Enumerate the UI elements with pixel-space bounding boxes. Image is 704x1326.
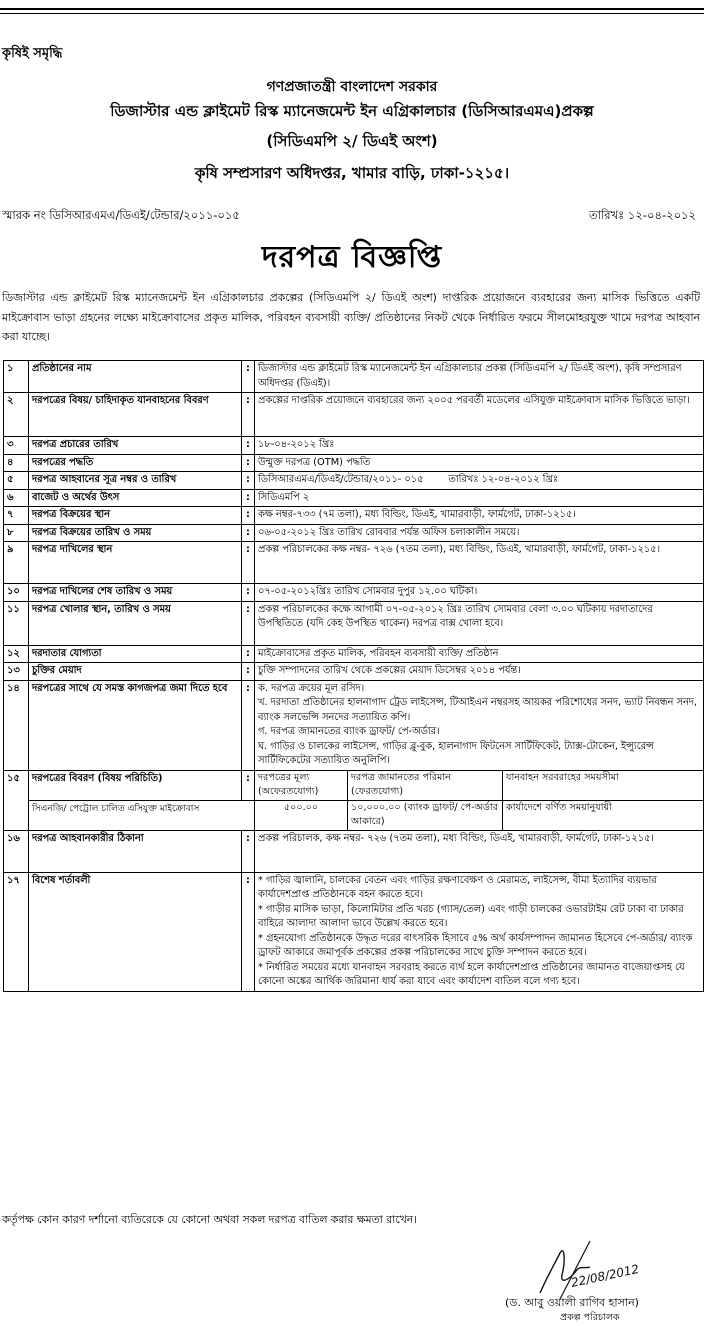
row-number: ১০: [4, 584, 29, 602]
row-value: ০৭-০৫-২০১২খ্রিঃ তারিখ সোমবার দুপুর ১২.০০ ঘটিকা।: [255, 584, 704, 602]
row-colon: :: [242, 830, 255, 872]
row-label: দরপত্র খোলার স্থান, তারিখ ও সময়: [29, 601, 242, 645]
memo-number: স্মারক নং ডিসিআরএমএ/ডিএই/টেন্ডার/২০১১-০১৫: [2, 208, 240, 222]
tender-value-table: [255, 801, 703, 830]
row-colon: :: [242, 489, 255, 507]
row-number: ৬: [4, 489, 29, 507]
brand-slogan: কৃষিই সমৃদ্ধি: [2, 46, 63, 61]
row-colon: :: [242, 361, 255, 393]
closing-statement: কর্তৃপক্ষ কোন কারণ দর্শানো ব্যতিরেকে যে কোনো অথবা সকল দরপত্র বাতিল করার ক্ষমতা রাখেন।: [2, 1213, 417, 1226]
project-title: ডিজাস্টার এন্ড ক্লাইমেট রিস্ক ম্যানেজমেন্ট ইন এগ্রিকালচার (ডিসিআরএমএ)প্রকল্প: [110, 102, 594, 120]
document-item: ক. দরপত্র ক্রয়ের মূল রসিদ।: [258, 682, 365, 694]
term-item: * গ্রহনযোগ্য প্রতিষ্ঠানকে উদ্ধৃত দরের বাৎসরিক হিসাবে ৫% অর্থ কার্যসম্পাদন জামানত হিসেবে পে-অর্ডার/ ব্যাংক ড্রাফট আকারে জমাপূর্বক প্রকল্পের প্রকল্প পরিচালকের সাথে চুক্তি সম্পাদন করতে হবে।: [258, 932, 693, 958]
row-label: দরপত্র বিক্রয়ের তারিখ ও সময়: [29, 524, 242, 542]
row-number: ৭: [4, 507, 29, 525]
table-row: [4, 663, 704, 681]
row-value: প্রকল্প পরিচালক, কক্ষ নম্বর- ৭২৬ (৭তম তলা), মধ্য বিল্ডিং, ডিএই, খামারবাড়ী, ফার্মগেট, ঢাকা-১২১৫।: [255, 830, 704, 872]
row-number: ১৪: [4, 680, 29, 770]
value-price: ৫০০.০০: [255, 801, 348, 830]
table-row: [4, 361, 704, 393]
term-item: * নির্ধারিত সময়ের মধ্যে যানবাহন সরবরাহ করতে ব্যর্থ হলে কার্যাদেশপ্রাপ্ত প্রতিষ্ঠানের জামানত বাজেয়াপ্তসহ যে কোনো অঙ্কের আর্থিক জরিমানা ধার্য করা যাবে এবং কার্যাদেশ বাতিল বলে গণ্য হবে।: [258, 961, 685, 987]
row-value: চুক্তি সম্পাদনের তারিখ থেকে প্রকল্পের মেয়াদ ডিসেম্বর ২০১৪ পর্যন্ত।: [255, 663, 704, 681]
table-row: [4, 489, 704, 507]
notice-title: দরপত্র বিজ্ঞপ্তি: [261, 240, 443, 275]
signatory-name: (ড. আবু ওয়ালী রাগিব হাসান): [505, 1296, 639, 1309]
table-row-documents: [4, 680, 704, 770]
row-label: দরপত্র দাখিলের স্থান: [29, 542, 242, 584]
row-colon: :: [242, 584, 255, 602]
row-colon: :: [242, 663, 255, 681]
row-colon: :: [242, 645, 255, 663]
row-number: ৪: [4, 454, 29, 472]
row-colon: :: [242, 393, 255, 437]
row-label: দরপত্রের সাথে যে সমস্ত কাগজপত্র জমা দিতে হবে: [29, 680, 242, 770]
table-row: [4, 584, 704, 602]
term-item: * গাড়ীর মাসিক ভাড়া, কিলোমিটার প্রতি খরচ (গ্যাস/তেল) এবং গাড়ী চালকের ওভারটাইম রেট ঢাকা বা ঢাকার বাহিরে আলাদা আলাদা ভাবে উল্লেখ করতে হবে।: [258, 903, 684, 929]
value-security: ১০,০০০.০০ (ব্যাংক ড্রাফট/ পে-অর্ডার আকারে): [348, 801, 503, 830]
row-label: দরপত্র দাখিলের শেষ তারিখ ও সময়: [29, 584, 242, 602]
term-item: * গাড়ির জ্বালানি, চালকের বেতন এবং গাড়ির রক্ষণাবেক্ষণ ও মেরামত, লাইসেন্স, বীমা ইত্যাদির ব্যয়ভার কার্যাদেশপ্রাপ্ত প্রতিষ্ঠানকে বহন করতে হবে।: [258, 874, 657, 900]
table-row: [4, 524, 704, 542]
row-colon: :: [242, 680, 255, 770]
row-number: ৮: [4, 524, 29, 542]
tender-header-table: [255, 771, 703, 800]
row-label: দরপত্র আহবানকারীর ঠিকানা: [29, 830, 242, 872]
project-subtitle: (সিডিএমপি ২/ ডিএই অংশ): [266, 132, 438, 150]
table-row: [4, 437, 704, 455]
table-row-tender-item: [4, 800, 704, 830]
value-deadline: কার্যাদেশে বর্ণিত সময়ানুযায়ী: [506, 801, 612, 813]
table-row: [4, 830, 704, 872]
table-row: [4, 393, 704, 437]
table-row-special-terms: [4, 872, 704, 991]
tender-item: সিএনজি/ পেট্রোল চালিত এসিযুক্ত মাইক্রোবাস: [29, 800, 255, 830]
row-number: ১২: [4, 645, 29, 663]
row-value: কক্ষ নম্বর-৭৩৩ (৭ম তলা), মধ্য বিল্ডিং, ডিএই, খামারবাড়ী, ফার্মগেট, ঢাকা-১২১৫।: [255, 507, 704, 525]
header-deadline: যানবাহন সরবরাহের সময়সীমা: [506, 771, 619, 783]
row-number: ৯: [4, 542, 29, 584]
header-price: দরপত্রের মূল্য (অফেরতযোগ্য): [255, 771, 348, 800]
row-label: দরপত্র প্রচারের তারিখ: [29, 437, 242, 455]
table-row: [4, 542, 704, 584]
intro-paragraph: ডিজাস্টার এন্ড ক্লাইমেট রিস্ক ম্যানেজমেন্ট ইন এগ্রিকালচার প্রকল্পের (সিডিএমপি ২/ ডিএই অংশ) দাপ্তরিক প্রয়োজনে ব্যবহারের জন্য মাসিক ভিত্তিতে একটি মাইক্রোবাস ভাড়া গ্রহনের লক্ষ্যে মাইক্রোবাসের প্রকৃত মালিক, পরিবহন ব্যবসায়ী ব্যক্তি/ প্রতিষ্ঠানের নিকট থেকে নির্ধারিত ফরমে সীলমোহরযুক্ত খামে দরপত্র আহবান করা যাচ্ছে।: [2, 291, 700, 343]
row-colon: :: [242, 524, 255, 542]
row-number: ১৫: [4, 770, 29, 830]
row-value: মাইক্রোবাসের প্রকৃত মালিক, পরিবহন ব্যবসায়ী ব্যক্তি/ প্রতিষ্ঠান: [255, 645, 704, 663]
row-label: বাজেট ও অর্থের উৎস: [29, 489, 242, 507]
row-value: সিডিএমপি ২: [255, 489, 704, 507]
row-value: ডিসিআরএমএ/ডিএই/টেন্ডার/২০১১- ০১৫ তারিখঃ ১২-০৪-২০১২ খ্রিঃ: [255, 472, 704, 490]
row-number: ৩: [4, 437, 29, 455]
row-label: দরপত্র আহবানের সূত্র নম্বর ও তারিখ: [29, 472, 242, 490]
table-row: [4, 454, 704, 472]
signature-date: 22/08/2012: [569, 1261, 641, 1290]
table-row: [4, 601, 704, 645]
row-value: ০৬-০৫-২০১২ খ্রিঃ তারিখ রোববার পর্যন্ত অফিস চলাকালীন সময়ে।: [255, 524, 704, 542]
department-address: কৃষি সম্প্রসারণ অধিদপ্তর, খামার বাড়ি, ঢাকা-১২১৫।: [194, 164, 510, 182]
row-label: দরপত্রের বিবরণ (বিষয় পরিচিতি): [29, 770, 242, 800]
table-row: [4, 645, 704, 663]
row-number: ১১: [4, 601, 29, 645]
row-number: ১৩: [4, 663, 29, 681]
row-number: ৫: [4, 472, 29, 490]
top-rule: [0, 8, 704, 10]
row-number: ১৭: [4, 872, 29, 991]
notice-date: তারিখঃ ১২-০৪-২০১২: [589, 208, 696, 222]
row-colon: :: [242, 601, 255, 645]
top-rule-thin: [0, 13, 704, 14]
row-label: প্রতিষ্ঠানের নাম: [29, 361, 242, 393]
row-colon: :: [242, 770, 255, 800]
row-colon: :: [242, 507, 255, 525]
document-item: খ. দরদাতা প্রতিষ্ঠানের হালনাগাদ ট্রেড লাইসেন্স, টিআইএন নম্বরসহ আয়কর পরিশোধের সনদ, ভ্যাট নিবন্ধন সনদ, ব্যাংক সলভেন্সি সনদের সত্যায়িত কপি।: [258, 697, 698, 723]
tender-details-headers: [255, 770, 704, 800]
signatory-title: প্রকল্প পরিচালক: [560, 1312, 620, 1323]
row-value: উন্মুক্ত দরপত্র (OTM) পদ্ধতি: [255, 454, 704, 472]
row-value: প্রকল্পের দাপ্তরিক প্রয়োজনে ব্যবহারের জন্য ২০০৫ পরবর্তী মডেলের এসিযুক্ত মাইক্রোবাস মাসিক ভিত্তিতে ভাড়া।: [255, 393, 704, 437]
row-colon: :: [242, 437, 255, 455]
row-label: দরপত্রের বিষয়/ চাহিদাকৃত যানবাহনের বিবরণ: [29, 393, 242, 437]
row-number: ২: [4, 393, 29, 437]
row-value: প্রকল্প পরিচালকের কক্ষ নম্বর- ৭২৬ (৭তম তলা), মধ্য বিল্ডিং, ডিএই, খামারবাড়ী, ফার্মগেট, ঢাকা-১২১৫।: [255, 542, 704, 584]
row-value: প্রকল্প পরিচালকের কক্ষে আগামী ০৭-০৫-২০১২ খ্রিঃ তারিখ সোমবার বেলা ৩.০০ ঘটিকায় দরদাতাদের উপস্থিতিতে (যদি কেহ উপস্থিত থাকেন) দরপত্র বাক্স খোলা হবে।: [255, 601, 704, 645]
row-label: দরপত্র বিক্রয়ের স্থান: [29, 507, 242, 525]
document-item: গ. দরপত্র জামানতের ব্যাংক ড্রাফট/ পে-অর্ডার।: [258, 726, 440, 737]
row-colon: :: [242, 542, 255, 584]
row-colon: :: [242, 454, 255, 472]
tender-table: [3, 360, 704, 992]
document-item: ঘ. গাড়ির ও চালকের লাইসেন্স, গাড়ির ব্লু-বুক, হালনাগাদ ফিটনেস সার্টিফিকেট, ট্যাক্স-টোকেন, ইন্স্যুরেন্স সার্টিফিকেটের সত্যায়িত অনুলিপি।: [258, 740, 654, 766]
row-value: ডিজাস্টার এন্ড ক্লাইমেট রিস্ক ম্যানেজমেন্ট ইন এগ্রিকালচার প্রকল্প (সিডিএমপি ২/ ডিএই অংশ), কৃষি সম্প্রসারণ অধিদপ্তর (ডিএই)।: [255, 361, 704, 393]
row-label: দরপত্রের পদ্ধতি: [29, 454, 242, 472]
tender-values: [255, 800, 704, 830]
govt-title: গণপ্রজাতন্ত্রী বাংলাদেশ সরকার: [266, 79, 438, 95]
table-row: [4, 472, 704, 490]
row-number: ১: [4, 361, 29, 393]
table-row: [4, 507, 704, 525]
row-value: ১৮-০৪-২০১২ খ্রিঃ: [255, 437, 704, 455]
row-label: চুক্তির মেয়াদ: [29, 663, 242, 681]
documents-list: [255, 680, 704, 770]
special-terms-list: [255, 872, 704, 991]
row-colon: :: [242, 872, 255, 991]
row-number: ১৬: [4, 830, 29, 872]
table-row-tender-details: [4, 770, 704, 800]
header-security: দরপত্র জামানতের পরিমান (ফেরতযোগ্য): [348, 771, 503, 800]
row-label: বিশেষ শর্তাবলী: [29, 872, 242, 991]
row-colon: :: [242, 472, 255, 490]
row-label: দরদাতার যোগ্যতা: [29, 645, 242, 663]
